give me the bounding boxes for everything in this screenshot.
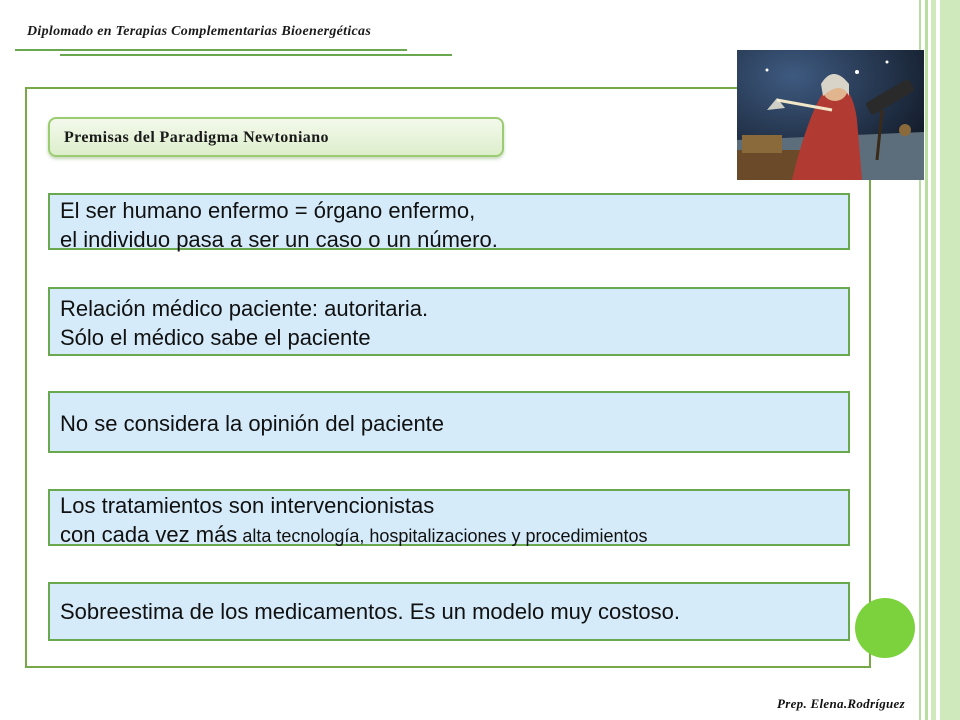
premise-4-line-2-small: alta tecnología, hospitalizaciones y procedimientos (237, 526, 648, 546)
premise-5-line-1: Sobreestima de los medicamentos. Es un modelo muy costoso. (60, 599, 680, 624)
premise-4-line-1: Los tratamientos son intervencionistas (60, 493, 435, 518)
section-label: Premisas del Paradigma Newtoniano (48, 117, 504, 157)
footer-author: Prep. Elena.Rodríguez (776, 696, 905, 711)
premise-4-line-2-main: con cada vez más (60, 522, 238, 547)
premise-1-line-2: el individuo pasa a ser un caso o un número. (60, 227, 498, 252)
premise-box-2 (48, 287, 850, 356)
premise-1-line-1: El ser humano enfermo = órgano enfermo, (60, 198, 476, 223)
green-circle-decoration (855, 598, 915, 658)
premise-3-line-1: No se considera la opinión del paciente (60, 411, 445, 436)
premise-4-line-2 (60, 520, 838, 551)
header-underline-secondary (60, 54, 452, 56)
premise-box-5 (48, 582, 850, 641)
newton-painting-image (737, 50, 924, 180)
premise-box-1 (48, 193, 850, 250)
premise-2-line-1: Relación médico paciente: autoritaria. (60, 296, 429, 321)
premise-box-4 (48, 489, 850, 546)
header-title: Diplomado en Terapias Complementarias Bioenergéticas (27, 24, 372, 39)
premise-box-3 (48, 391, 850, 453)
premise-2-line-2: Sólo el médico sabe el paciente (60, 325, 371, 350)
header-underline (15, 49, 407, 51)
